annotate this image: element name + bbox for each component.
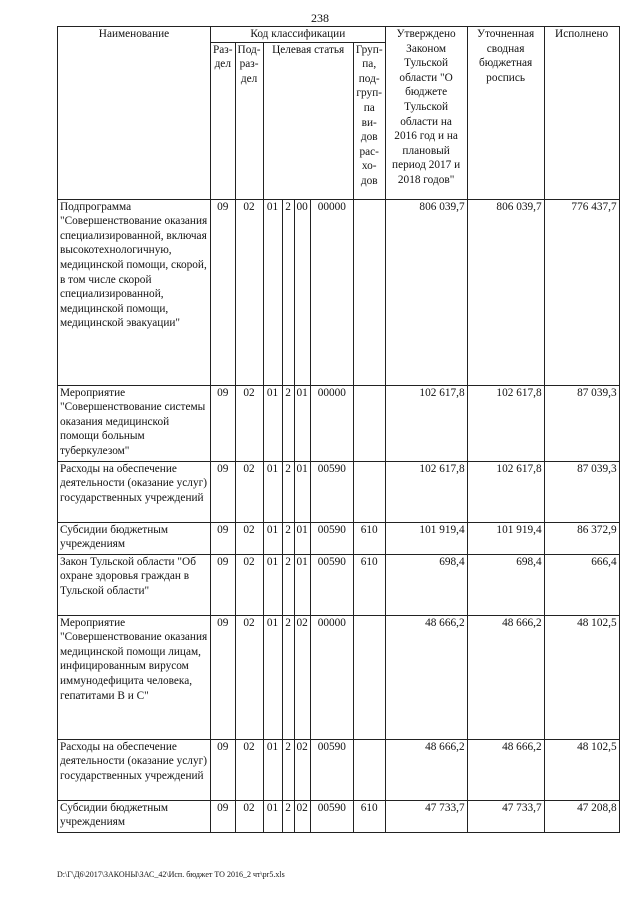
- row-section: 09: [211, 461, 236, 522]
- row-subprogram: 2: [282, 554, 294, 615]
- row-subprogram: 2: [282, 461, 294, 522]
- row-program: 01: [263, 615, 282, 739]
- row-program: 01: [263, 461, 282, 522]
- header-row-top: [58, 27, 620, 43]
- row-name: Подпрограмма "Совершенствование оказания специализированной, включая высокотехнологичную, медицинской помощи, скорой, в том числе скорой специализированной, медицинской помощи, медицинской эвакуации": [58, 199, 211, 385]
- row-event: 02: [294, 615, 310, 739]
- row-name: Мероприятие "Совершенствование оказания медицинской помощи лицам, инфицированным вирусом иммунодефицита человека, гепатитами B и C": [58, 615, 211, 739]
- row-expense-type: [353, 615, 385, 739]
- row-name: Субсидии бюджетным учреждениям: [58, 522, 211, 554]
- row-section: 09: [211, 385, 236, 461]
- row-expense-type: [353, 199, 385, 385]
- row-approved: 101 919,4: [385, 522, 467, 554]
- row-subprogram: 2: [282, 385, 294, 461]
- row-expense-type: [353, 461, 385, 522]
- row-event: 01: [294, 554, 310, 615]
- file-path-footer: D:\Г\Д6\2017\ЗАКОНЫ\ЗАС_42\Исп. бюджет ТО 2016_2 чт\pr5.xls: [57, 870, 285, 879]
- header-target-article: Целевая статья: [263, 42, 353, 199]
- row-event: 01: [294, 461, 310, 522]
- row-executed: 87 039,3: [544, 385, 619, 461]
- row-approved: 102 617,8: [385, 461, 467, 522]
- row-executed: 666,4: [544, 554, 619, 615]
- row-subsection: 02: [235, 554, 263, 615]
- row-section: 09: [211, 800, 236, 832]
- row-subsection: 02: [235, 385, 263, 461]
- row-name: Мероприятие "Совершенствование системы оказания медицинской помощи больным туберкулезом": [58, 385, 211, 461]
- row-subprogram: 2: [282, 800, 294, 832]
- row-expense-type: [353, 385, 385, 461]
- row-expense-type: [353, 739, 385, 800]
- row-subsection: 02: [235, 800, 263, 832]
- row-subsection: 02: [235, 615, 263, 739]
- row-approved: 698,4: [385, 554, 467, 615]
- page-number: 238: [311, 11, 329, 25]
- row-section: 09: [211, 615, 236, 739]
- row-subprogram: 2: [282, 522, 294, 554]
- row-refined: 698,4: [467, 554, 544, 615]
- row-subprogram: 2: [282, 615, 294, 739]
- header-subsection: Под-раз-дел: [235, 42, 263, 199]
- row-executed: 86 372,9: [544, 522, 619, 554]
- row-refined: 101 919,4: [467, 522, 544, 554]
- row-executed: 48 102,5: [544, 739, 619, 800]
- row-executed: 87 039,3: [544, 461, 619, 522]
- row-approved: 48 666,2: [385, 615, 467, 739]
- header-code-group: Код классификации: [211, 27, 386, 43]
- row-event: 02: [294, 800, 310, 832]
- table-row: [58, 199, 620, 385]
- header-refined: Уточненная сводная бюджетная роспись: [467, 27, 544, 200]
- row-section: 09: [211, 522, 236, 554]
- row-section: 09: [211, 739, 236, 800]
- row-section: 09: [211, 199, 236, 385]
- row-program: 01: [263, 199, 282, 385]
- row-approved: 102 617,8: [385, 385, 467, 461]
- row-executed: 776 437,7: [544, 199, 619, 385]
- row-approved: 47 733,7: [385, 800, 467, 832]
- row-expense-type: 610: [353, 554, 385, 615]
- row-event: 01: [294, 385, 310, 461]
- row-program: 01: [263, 739, 282, 800]
- header-section: Раз-дел: [211, 42, 236, 199]
- row-subprogram: 2: [282, 739, 294, 800]
- row-subsection: 02: [235, 199, 263, 385]
- row-event: 00: [294, 199, 310, 385]
- row-expense-type: 610: [353, 522, 385, 554]
- row-refined: 47 733,7: [467, 800, 544, 832]
- row-section: 09: [211, 554, 236, 615]
- row-approved: 806 039,7: [385, 199, 467, 385]
- row-event: 02: [294, 739, 310, 800]
- row-direction: 00590: [310, 461, 353, 522]
- row-name: Субсидии бюджетным учреждениям: [58, 800, 211, 832]
- row-executed: 47 208,8: [544, 800, 619, 832]
- table-row: [58, 522, 620, 554]
- row-name: Расходы на обеспечение деятельности (оказание услуг) государственных учреждений: [58, 461, 211, 522]
- table-row: [58, 554, 620, 615]
- row-refined: 102 617,8: [467, 461, 544, 522]
- row-direction: 00000: [310, 615, 353, 739]
- row-refined: 806 039,7: [467, 199, 544, 385]
- row-refined: 102 617,8: [467, 385, 544, 461]
- row-event: 01: [294, 522, 310, 554]
- row-program: 01: [263, 800, 282, 832]
- header-expense-group: Груп-па, под-груп-па ви-дов рас-хо-дов: [353, 42, 385, 199]
- row-program: 01: [263, 554, 282, 615]
- row-direction: 00590: [310, 800, 353, 832]
- row-direction: 00590: [310, 739, 353, 800]
- header-approved: Утверждено Законом Тульской области "О бюджете Тульской области на 2016 год и на плановый период 2017 и 2018 годов": [385, 27, 467, 200]
- table-row: [58, 800, 620, 832]
- row-expense-type: 610: [353, 800, 385, 832]
- row-subprogram: 2: [282, 199, 294, 385]
- table-row: [58, 385, 620, 461]
- row-direction: 00590: [310, 554, 353, 615]
- row-direction: 00000: [310, 199, 353, 385]
- row-executed: 48 102,5: [544, 615, 619, 739]
- row-name: Расходы на обеспечение деятельности (оказание услуг) государственных учреждений: [58, 739, 211, 800]
- header-name: Наименование: [58, 27, 211, 200]
- row-direction: 00000: [310, 385, 353, 461]
- row-program: 01: [263, 385, 282, 461]
- table-row: [58, 615, 620, 739]
- row-approved: 48 666,2: [385, 739, 467, 800]
- row-refined: 48 666,2: [467, 615, 544, 739]
- row-subsection: 02: [235, 461, 263, 522]
- row-direction: 00590: [310, 522, 353, 554]
- row-program: 01: [263, 522, 282, 554]
- row-refined: 48 666,2: [467, 739, 544, 800]
- header-executed: Исполнено: [544, 27, 619, 200]
- table-row: [58, 461, 620, 522]
- table-row: [58, 739, 620, 800]
- row-subsection: 02: [235, 739, 263, 800]
- row-name: Закон Тульской области "Об охране здоровья граждан в Тульской области": [58, 554, 211, 615]
- row-subsection: 02: [235, 522, 263, 554]
- budget-table: [57, 26, 620, 833]
